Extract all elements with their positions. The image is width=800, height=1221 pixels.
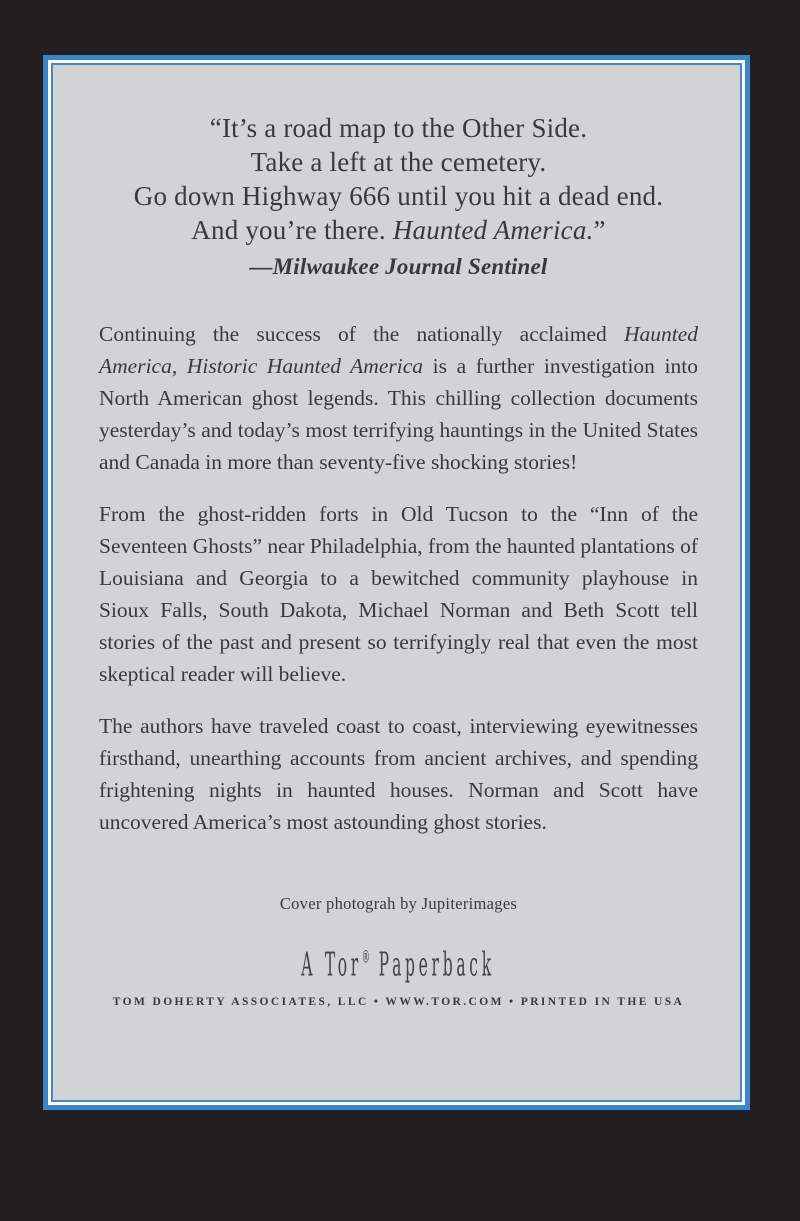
content-panel	[51, 63, 742, 1102]
tor-logo-text	[302, 945, 496, 983]
cover-photo-credit: Cover photograh by Jupiterimages	[279, 894, 518, 913]
book-title-italic: Haunted America.	[392, 215, 594, 245]
paragraph-1-book-titles: Haunted America, Historic Haunted America	[99, 322, 698, 378]
decorative-blue-frame	[43, 55, 750, 1110]
publisher-imprint-line: TOM DOHERTY ASSOCIATES, LLC • WWW.TOR.COM • PRINTED IN THE USA	[112, 996, 685, 1008]
synopsis-paragraph-2: From the ghost-ridden forts in Old Tucson to the “Inn of the Seventeen Ghosts” near Philadelphia, from the haunted plantations of Louisiana and Georgia to a bewitched community playhouse in Sioux Falls, South Dakota, Michael Norman and Beth Scott tell stories of the past and present so terrifyingly real that even the most skeptical reader will believe.	[99, 502, 698, 686]
paragraph-1-rest: is a further investigation into North American ghost legends. This chilling collection documents yesterday’s and today’s most terrifying hauntings in the United States and Canada in more than seventy-five shocking stories!	[99, 354, 698, 474]
tor-paperback-logo	[99, 945, 698, 986]
review-quote	[99, 65, 698, 284]
quote-line-4	[99, 213, 698, 247]
quote-attribution: —Milwaukee Journal Sentinel	[249, 254, 548, 279]
quote-line-4-text: And you’re there.	[191, 215, 393, 245]
quote-line-1: “It’s a road map to the Other Side.	[209, 113, 588, 143]
tor-logo-prefix: A Tor	[301, 945, 363, 984]
synopsis-paragraph-3: The authors have traveled coast to coast, interviewing eyewitnesses firsthand, unearthing accounts from ancient archives, and spending frightening nights in haunted houses. Norman and Scott have uncovered America’s most astounding ghost stories.	[99, 714, 698, 834]
quote-closing-mark: ”	[593, 215, 606, 245]
quote-line-3: Go down Highway 666 until you hit a dead end.	[133, 181, 664, 211]
registered-trademark-icon: ®	[362, 948, 371, 968]
quote-line-2: Take a left at the cemetery.	[250, 147, 547, 177]
tor-logo-suffix: Paperback	[370, 945, 496, 984]
paragraph-1-lead: Continuing the success of the nationally acclaimed	[99, 322, 624, 346]
synopsis-paragraph-1	[99, 318, 698, 478]
frame-white-line	[48, 60, 745, 1105]
